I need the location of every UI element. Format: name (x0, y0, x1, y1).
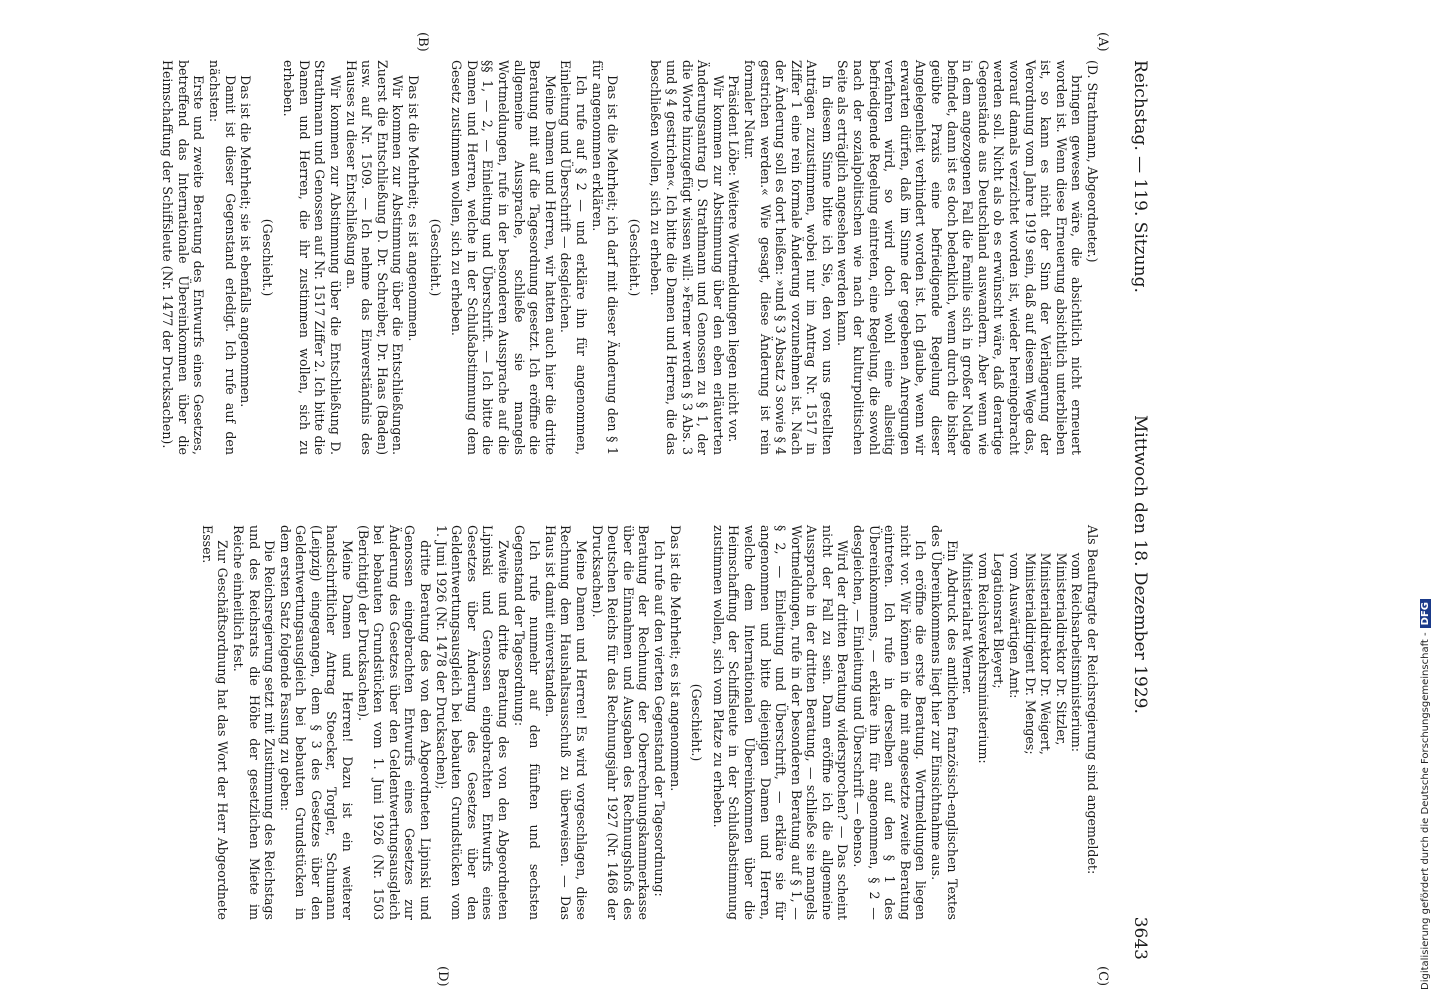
left-column-paragraph: Wir kommen zur Abstimmung über die Entschließungen. Zuerst die Entschließung D. Dr. Schreiber, Dr. Haas (Baden) usw. auf Nr. 1509. — Ich nehme das Einverständnis des Hauses zu dieser Entschließung an. (343, 60, 406, 455)
digitization-note (1420, 10, 1434, 990)
right-column-paragraph: vom Auswärtigen Amt: (1007, 552, 1023, 699)
right-column-paragraph: Als Beauftragte der Reichsregierung sind angemeldet: (1085, 525, 1100, 875)
left-column-paragraph: (Geschieht.) (427, 218, 443, 297)
margin-mark-d: (D) (435, 966, 450, 987)
right-column-paragraph: Ein Abdruck des amtlichen französisch-englischen Textes des Übereinkommens liegt hier zur Einsichtnahme aus. (929, 525, 960, 920)
header-left: Reichstag. — 119. Sitzung. (1130, 60, 1150, 293)
left-column-paragraph: (Geschieht.) (259, 218, 275, 297)
left-column-paragraph: bringen gewesen wäre, die absichtlich nicht erneuert worden ist. Wenn diese Erneuerung absichtlich unterblieben ist, so kann es nicht der Sinn der Verlängerung der Verordnung vom Jahre 1919 sein, daß auf diesem Wege das, worauf damals verzichtet worden ist, wieder hereingebracht werden soll. Nicht als ob es erwünscht wäre, daß derartige Gegenstände aus Deutschland auswandern. Aber wenn wie in dem angezogenen Fall die Familie sich in großer Notlage befindet, dann ist es doch bedenklich, wenn durch die bisher geübte Praxis eine befriedigende Regelung dieser Angelegenheit verhindert worden ist. Ich glaube, wenn wir erwarten dürfen, daß im Sinne der gegebenen Anregungen verfahren wird, so wird doch wohl eine allseitig befriedigende Regelung eintreten, eine Regelung, die sowohl nach der sozialpolitischen wie nach der kulturpolitischen Seite als erträglich angesehen werden kann. (835, 60, 1085, 455)
left-column-paragraph: Das ist die Mehrheit; es ist angenommen. (406, 75, 422, 342)
margin-mark-b: (B) (415, 32, 430, 52)
document-page (0, 32, 1150, 987)
right-column-paragraph: Legationsrat Bleyert; (991, 552, 1007, 689)
right-column-paragraph: Ich eröffne die erste Beratung. Wortmeldungen liegen nicht vor. Wir können in die mit angesetzte zweite Beratung eintreten. Ich rufe in derselben auf den § 1 des Übereinkommens, — erkläre ihn für angenommen, § 2 — desgleichen, — Einleitung und Überschrift — ebenso. (851, 525, 929, 920)
left-column-paragraph: Das ist die Mehrheit; ich darf mit dieser Änderung den § 1 für angenommen erklären. (589, 60, 621, 455)
page-header (1120, 60, 1150, 960)
right-column-paragraph: vom Reichsverkehrsministerium: (975, 552, 991, 764)
page-number: 3643 (1130, 916, 1150, 960)
right-column-paragraph: Beratung der Rechnung der Oberrechnungskammerkasse über die Einnahmen und Ausgaben des Rechnungshofs des Deutschen Reichs für das Rechnungsjahr 1927 (Nr. 1468 der Drucksachen). (589, 525, 652, 920)
right-column-paragraph: Ministerialdirigent Dr. Menges; (1022, 552, 1038, 755)
right-column-paragraph: Meine Damen und Herren! Es wird vorgeschlagen, diese Rechnung dem Haushaltsausschuß zu überweisen. — Das Haus ist damit einverstanden. (542, 525, 589, 920)
right-column-paragraph: Ich rufe nunmehr auf den fünften und sechsten Gegenstand der Tagesordnung: (511, 525, 543, 920)
left-column (160, 60, 1100, 455)
left-column-paragraph: (D. Strathmann, Abgeordneter.) (1085, 60, 1100, 263)
left-column-paragraph: Ich rufe auf § 2 — und erkläre ihn für angenommen, Einleitung und Überschrift — desgleichen. (558, 60, 589, 455)
right-column-paragraph: Ministerialdirektor Dr. Sitzler, (1053, 552, 1069, 746)
left-column-paragraph: Erste und zweite Beratung des Entwurfs eines Gesetzes, betreffend das Internationale Übereinkommen über die Heimschaffung der Schiffsleute (Nr. 1477 der Drucksachen). (160, 60, 207, 455)
right-column-paragraph: Ministerialrat Werner. (960, 552, 976, 695)
right-column-paragraph: Zur Geschäftsordnung hat das Wort der Herr Abgeordnete Esser. (199, 525, 231, 920)
dfg-logo: DFG (1420, 599, 1431, 628)
digitization-text: Digitalisierung gefördert durch die Deutsche Forschungsgemeinschaft - (1420, 632, 1431, 990)
right-column-paragraph: Ministerialdirektor Dr. Weigert, (1038, 552, 1054, 755)
left-column-paragraph: Wir kommen zur Abstimmung über den eben erläuterten Änderungsantrag D. Strathmann und Genossen zu § 1, der die Worte hinzugefügt wissen will: »Ferner werden § 3 Abs. 3 und § 4 gestrichen«. Ich bitte die Damen und Herren, die das beschließen wollen, sich zu erheben. (648, 60, 726, 455)
left-column-paragraph: In diesem Sinne bitte ich Sie, den von uns gestellten Anträgen zuzustimmen, wobei nur im Antrag Nr. 1517 in Ziffer 1 eine rein formale Änderung vorzunehmen ist. Nach der Änderung soll es dort heißen: »und § 3 Absatz 3 sowie § 4 gestrichen werden.« Wie gesagt, diese Änderung ist rein formaler Natur. (741, 60, 835, 455)
right-column-paragraph: vom Reichsarbeitsministerium: (1069, 552, 1085, 752)
right-column-paragraph: Zweite und dritte Beratung des von den Abgeordneten Lipinski und Genossen eingebrachten Entwurfs eines Gesetzes über Änderung des Gesetzes über den Geldentwertungsausgleich bei bebauten Grundstücken vom 1. Juni 1926 (Nr. 1478 der Drucksachen); (433, 525, 512, 920)
right-column-paragraph: Wird der dritten Beratung widersprochen? — Das scheint nicht der Fall zu sein. Dann eröffne ich die allgemeine Aussprache in der dritten Beratung, — schließe sie mangels Wortmeldungen, rufe in der besonderen Beratung auf § 1, — § 2, — Einleitung und Überschrift, — erkläre sie für angenommen und bitte diejenigen Damen und Herren, welche dem Internationalen Übereinkommen über die Heimschaffung der Schiffsleute in der Schlußabstimmung zustimmen wollen, sich vom Platze zu erheben. (710, 525, 851, 920)
left-column-paragraph: (Geschieht.) (626, 218, 642, 297)
margin-mark-c: (C) (1095, 966, 1110, 987)
left-column-paragraph: Meine Damen und Herren, wir hatten auch hier die dritte Beratung mit auf die Tagesordnung gesetzt. Ich eröffne die allgemeine Aussprache, schließe sie mangels Wortmeldungen, rufe in der besonderen Aussprache auf die §§ 1, — 2, — Einleitung und Überschrift. — Ich bitte die Damen und Herren, welche in der Schlußabstimmung dem Gesetz zustimmen wollen, sich zu erheben. (449, 60, 558, 455)
left-column-paragraph: Wir kommen zur Abstimmung über die Entschließung D. Strathmann und Genossen auf Nr. 1517 Ziffer 2. Ich bitte die Damen und Herren, die ihr zustimmen wollen, sich zu erheben. (281, 60, 344, 455)
margin-mark-a: (A) (1095, 32, 1110, 52)
right-column-paragraph: Ich rufe auf den vierten Gegenstand der Tagesordnung: (651, 540, 667, 897)
right-column-paragraph: (Geschieht.) (689, 683, 705, 762)
right-column-paragraph: Die Reichsregierung setzt mit Zustimmung des Reichstags und des Reichsrats die Höhe der gesetzlichen Miete im Reiche einheitlich fest. (230, 525, 278, 920)
right-column (199, 525, 1100, 920)
left-column-paragraph: Das ist die Mehrheit; sie ist ebenfalls angenommen. (238, 75, 254, 408)
right-column-paragraph: Meine Damen und Herren! Dazu ist ein weiterer handschriftlicher Antrag Stoecker, Torgler, Schumann (Leipzig) eingegangen, dem § 3 des Gesetzes über den Geldentwertungsausgleich bei bebauten Grundstücken in dem ersten Satz folgende Fassung zu geben: (277, 525, 356, 920)
header-center: Mittwoch den 18. Dezember 1929. (1130, 415, 1150, 714)
left-column-paragraph: Damit ist dieser Gegenstand erledigt. Ich rufe auf den nächsten: (206, 60, 238, 455)
right-column-paragraph: dritte Beratung des von den Abgeordneten Lipinski und Genossen eingebrachten Entwurfs eines Gesetzes zur Änderung des Gesetzes über den Geldentwertungsausgleich bei bebauten Grundstücken vom 1. Juni 1926 (Nr. 1503 (Berichtigt) der Drucksachen). (355, 525, 434, 920)
right-column-paragraph: Das ist die Mehrheit; es ist angenommen. (667, 525, 683, 792)
left-column-paragraph: Präsident Löbe: Weitere Wortmeldungen liegen nicht vor. (726, 75, 742, 443)
